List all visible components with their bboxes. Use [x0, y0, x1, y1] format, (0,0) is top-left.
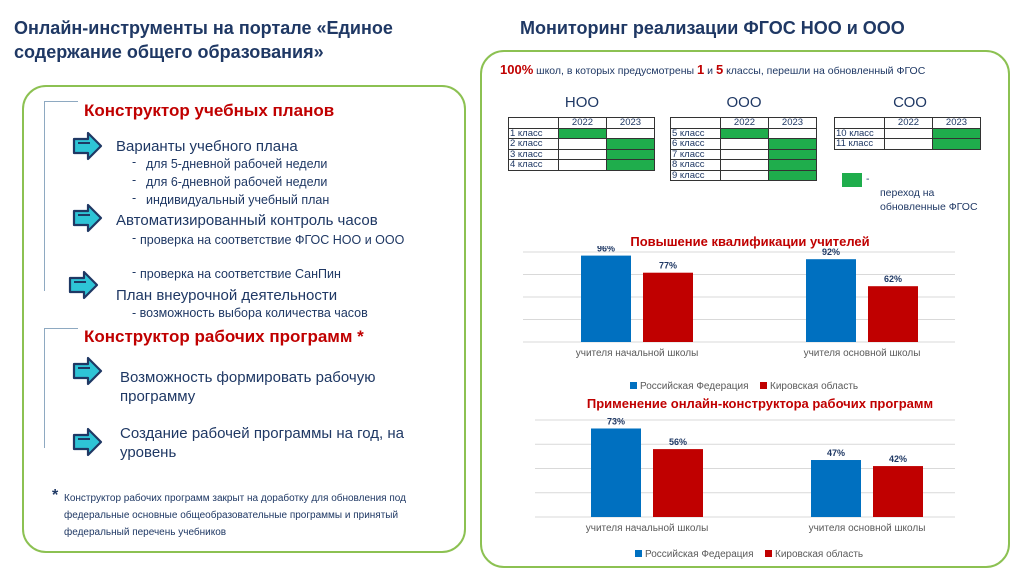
item-extracurricular-plan: План внеурочной деятельности [116, 287, 338, 304]
data-label: 62% [883, 274, 903, 285]
empty-cell [721, 160, 769, 171]
grid-title-noo: НОО [564, 94, 600, 111]
sub-item: проверка на соответствие ФГОС НОО и ООО [140, 233, 405, 247]
bar [591, 428, 641, 517]
data-label: 73% [606, 416, 626, 427]
item-form-program: Возможность формировать рабочую программу [120, 369, 376, 405]
left-page-title: Онлайн-инструменты на портале «Единое содержание общего образования» [14, 18, 393, 62]
right-page-title: Мониторинг реализации ФГОС НОО и ООО [520, 18, 905, 38]
transition-cell [607, 149, 655, 160]
grid-title-soo: СОО [893, 94, 927, 111]
fgos-grade: 5 [715, 62, 724, 77]
legend-entry: Российская Федерация [645, 549, 754, 560]
bar [581, 256, 631, 342]
data-label: 42% [888, 454, 908, 465]
fgos-percent: 100% [500, 62, 534, 77]
category-label: учителя начальной школы [585, 523, 709, 534]
data-label: 92% [821, 247, 841, 258]
chart1-title: Повышение квалификации учителей [630, 234, 870, 249]
category-label: учителя основной школы [808, 523, 926, 534]
sub-dash: - [132, 231, 137, 245]
year-header: 2023 [607, 118, 655, 129]
year-header: 2022 [559, 118, 607, 129]
sub-dash: - [132, 173, 137, 187]
category-label: учителя начальной школы [575, 348, 699, 359]
data-label: 96% [596, 246, 616, 254]
transition-cell [607, 139, 655, 150]
empty-cell [721, 149, 769, 160]
section-program-builder: Конструктор рабочих программ * [84, 327, 364, 346]
year-header: 2023 [769, 118, 817, 129]
sub-item: для 6-дневной рабочей недели [146, 175, 328, 189]
bar [811, 460, 861, 517]
grade-label: 6 класс [671, 139, 721, 150]
grade-label: 11 класс [835, 139, 885, 150]
footnote: Конструктор рабочих программ закрыт на доработку для обновления под федеральные основные общеобразовательные программы и принятый федеральный перечень учебников [64, 493, 406, 538]
transition-cell [559, 128, 607, 139]
sub-dash: - [132, 191, 137, 205]
empty-cell [769, 128, 817, 139]
fgos-text: и [704, 65, 716, 77]
transition-cell [933, 128, 981, 139]
grid-ooo [670, 117, 817, 181]
bracket-line [44, 101, 45, 291]
bar [868, 286, 918, 342]
empty-cell [559, 149, 607, 160]
data-label: 77% [658, 260, 678, 271]
empty-cell [885, 139, 933, 150]
sub-item: - возможность выбора количества часов [132, 306, 368, 320]
transition-cell [769, 170, 817, 181]
empty-cell [721, 170, 769, 181]
sub-item: для 5-дневной рабочей недели [146, 157, 328, 171]
grid-soo [834, 117, 981, 150]
sub-dash: - [132, 155, 137, 169]
empty-cell [559, 160, 607, 171]
legend-marker [635, 550, 642, 557]
section-curriculum-builder: Конструктор учебных планов [84, 101, 335, 120]
year-header: 2022 [885, 118, 933, 129]
arrow-right-icon [66, 270, 100, 300]
item-hours-control: Автоматизированный контроль часов [116, 212, 378, 229]
arrow-right-icon [70, 131, 104, 161]
item-create-program: Создание рабочей программы на год, на уровень [120, 425, 405, 461]
fgos-text: школ, в которых предусмотрены [533, 65, 697, 77]
legend-marker [760, 382, 767, 389]
bar [643, 273, 693, 342]
bar [806, 259, 856, 342]
transition-cell [721, 128, 769, 139]
empty-cell [559, 139, 607, 150]
bracket-line [44, 328, 45, 448]
footnote-star: * [52, 487, 59, 504]
grade-label: 4 класс [509, 160, 559, 171]
grade-label: 8 класс [671, 160, 721, 171]
grid-title-ooo: ООО [726, 94, 762, 111]
legend-marker [765, 550, 772, 557]
arrow-right-icon [70, 356, 104, 386]
data-label: 56% [668, 437, 688, 448]
transition-cell [607, 160, 655, 171]
grade-label: 1 класс [509, 128, 559, 139]
fgos-grade: 1 [697, 62, 705, 77]
grade-label: 7 класс [671, 149, 721, 160]
legend-marker [630, 382, 637, 389]
grade-label: 5 класс [671, 128, 721, 139]
arrow-right-icon [70, 203, 104, 233]
sub-dash: - [132, 265, 137, 279]
chart2-title: Применение онлайн-конструктора рабочих программ [586, 396, 934, 411]
transition-cell [933, 139, 981, 150]
transition-cell [769, 139, 817, 150]
bracket-line [44, 101, 78, 102]
legend-entry: Кировская область [775, 549, 864, 560]
empty-cell [721, 139, 769, 150]
grade-label: 3 класс [509, 149, 559, 160]
data-label: 47% [826, 448, 846, 459]
grade-label: 2 класс [509, 139, 559, 150]
empty-cell [607, 128, 655, 139]
bar [653, 449, 703, 517]
legend-text [866, 172, 990, 214]
grade-label: 9 класс [671, 170, 721, 181]
legend-entry: Кировская область [770, 381, 859, 392]
year-header: 2022 [721, 118, 769, 129]
fgos-text: классы, перешли на обновленный ФГОС [723, 65, 926, 77]
legend-entry: Российская Федерация [640, 381, 749, 392]
item-plan-variants: Варианты учебного плана [116, 138, 298, 155]
bar [873, 466, 923, 517]
sub-item: индивидуальный учебный план [146, 193, 330, 207]
grid-noo [508, 117, 655, 171]
grade-label: 10 класс [835, 128, 885, 139]
legend-swatch [842, 173, 862, 187]
transition-cell [769, 160, 817, 171]
fgos-transition-note [500, 62, 1000, 77]
category-label: учителя основной школы [803, 348, 921, 359]
bracket-line [44, 328, 78, 329]
year-header: 2023 [933, 118, 981, 129]
transition-cell [769, 149, 817, 160]
legend-label: переход на обновленные ФГОС [880, 187, 978, 213]
chart-qualification [515, 246, 965, 396]
empty-cell [885, 128, 933, 139]
chart-program-builder-usage [515, 406, 965, 566]
sub-item: проверка на соответствие СанПин [140, 267, 341, 281]
legend-dash: - [866, 173, 870, 185]
arrow-right-icon [70, 427, 104, 457]
